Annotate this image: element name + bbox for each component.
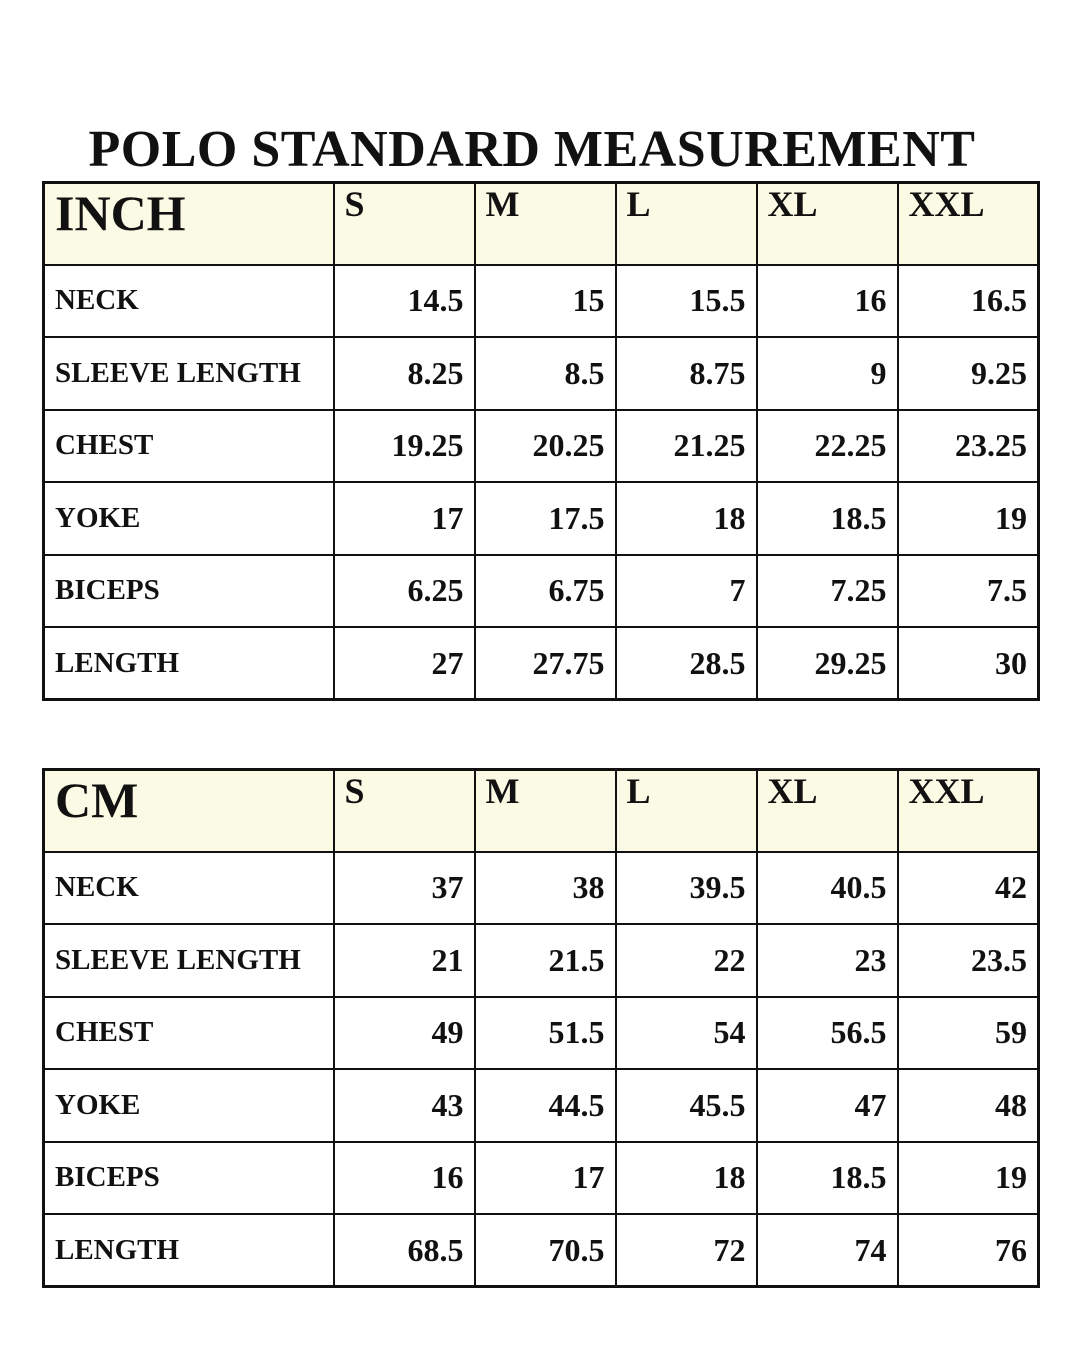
size-header-m: M [475, 770, 616, 852]
table-cell: 18 [616, 482, 757, 555]
size-header-xl: XL [757, 770, 898, 852]
table-cell: 23.5 [898, 924, 1039, 997]
table-cell: 21.25 [616, 410, 757, 483]
table-cell: 40.5 [757, 852, 898, 925]
table-row [44, 1142, 1039, 1215]
table-cell: 6.75 [475, 555, 616, 628]
table-cell: 22.25 [757, 410, 898, 483]
row-label: SLEEVE LENGTH [44, 337, 334, 410]
table-cell: 56.5 [757, 997, 898, 1070]
table-cell: 54 [616, 997, 757, 1070]
table-cell: 9.25 [898, 337, 1039, 410]
table-cell: 38 [475, 852, 616, 925]
row-label: YOKE [44, 1069, 334, 1142]
table-row [44, 852, 1039, 925]
table-cell: 51.5 [475, 997, 616, 1070]
table-cell: 8.5 [475, 337, 616, 410]
table-cell: 16.5 [898, 265, 1039, 338]
table-cell: 29.25 [757, 627, 898, 700]
table-cell: 17.5 [475, 482, 616, 555]
table-cell: 42 [898, 852, 1039, 925]
unit-label-inch: INCH [44, 183, 334, 265]
table-row [44, 337, 1039, 410]
row-label: CHEST [44, 997, 334, 1070]
inch-measurement-table [42, 181, 1040, 701]
size-header-xxl: XXL [898, 183, 1039, 265]
table-cell: 7.25 [757, 555, 898, 628]
table-row [44, 410, 1039, 483]
table-cell: 18 [616, 1142, 757, 1215]
table-cell: 70.5 [475, 1214, 616, 1287]
table-cell: 74 [757, 1214, 898, 1287]
table-row [44, 627, 1039, 700]
table-row [44, 482, 1039, 555]
table-cell: 15.5 [616, 265, 757, 338]
size-header-s: S [334, 770, 475, 852]
table-cell: 9 [757, 337, 898, 410]
size-header-s: S [334, 183, 475, 265]
size-header-xxl: XXL [898, 770, 1039, 852]
table-cell: 44.5 [475, 1069, 616, 1142]
table-cell: 23 [757, 924, 898, 997]
table-cell: 21 [334, 924, 475, 997]
table-cell: 45.5 [616, 1069, 757, 1142]
table-row [44, 997, 1039, 1070]
page-title: POLO STANDARD MEASUREMENT [88, 121, 976, 178]
table-row [44, 265, 1039, 338]
table-cell: 39.5 [616, 852, 757, 925]
table-cell: 27.75 [475, 627, 616, 700]
row-label: LENGTH [44, 1214, 334, 1287]
table-cell: 30 [898, 627, 1039, 700]
table-cell: 28.5 [616, 627, 757, 700]
row-label: SLEEVE LENGTH [44, 924, 334, 997]
table-cell: 15 [475, 265, 616, 338]
table-cell: 8.75 [616, 337, 757, 410]
table-row [44, 1069, 1039, 1142]
table-row [44, 1214, 1039, 1287]
table-cell: 59 [898, 997, 1039, 1070]
table-cell: 16 [757, 265, 898, 338]
table-cell: 8.25 [334, 337, 475, 410]
table-cell: 48 [898, 1069, 1039, 1142]
table-cell: 23.25 [898, 410, 1039, 483]
table-cell: 14.5 [334, 265, 475, 338]
table-cell: 49 [334, 997, 475, 1070]
size-header-l: L [616, 183, 757, 265]
size-header-m: M [475, 183, 616, 265]
size-header-xl: XL [757, 183, 898, 265]
table-cell: 37 [334, 852, 475, 925]
cm-measurement-table [42, 768, 1040, 1288]
table-cell: 17 [334, 482, 475, 555]
table-cell: 72 [616, 1214, 757, 1287]
table-cell: 21.5 [475, 924, 616, 997]
table-cell: 19 [898, 482, 1039, 555]
row-label: LENGTH [44, 627, 334, 700]
table-cell: 19 [898, 1142, 1039, 1215]
row-label: NECK [44, 265, 334, 338]
row-label: BICEPS [44, 555, 334, 628]
table-cell: 18.5 [757, 1142, 898, 1215]
row-label: BICEPS [44, 1142, 334, 1215]
table-cell: 47 [757, 1069, 898, 1142]
table-cell: 76 [898, 1214, 1039, 1287]
table-cell: 27 [334, 627, 475, 700]
table-cell: 16 [334, 1142, 475, 1215]
row-label: YOKE [44, 482, 334, 555]
table-header-row [44, 183, 1039, 265]
table-cell: 19.25 [334, 410, 475, 483]
table-cell: 7.5 [898, 555, 1039, 628]
table-header-row [44, 770, 1039, 852]
table-cell: 17 [475, 1142, 616, 1215]
row-label: NECK [44, 852, 334, 925]
table-cell: 43 [334, 1069, 475, 1142]
row-label: CHEST [44, 410, 334, 483]
table-cell: 68.5 [334, 1214, 475, 1287]
table-cell: 7 [616, 555, 757, 628]
size-header-l: L [616, 770, 757, 852]
table-cell: 20.25 [475, 410, 616, 483]
table-cell: 18.5 [757, 482, 898, 555]
unit-label-cm: CM [44, 770, 334, 852]
table-cell: 22 [616, 924, 757, 997]
table-row [44, 924, 1039, 997]
table-cell: 6.25 [334, 555, 475, 628]
table-row [44, 555, 1039, 628]
